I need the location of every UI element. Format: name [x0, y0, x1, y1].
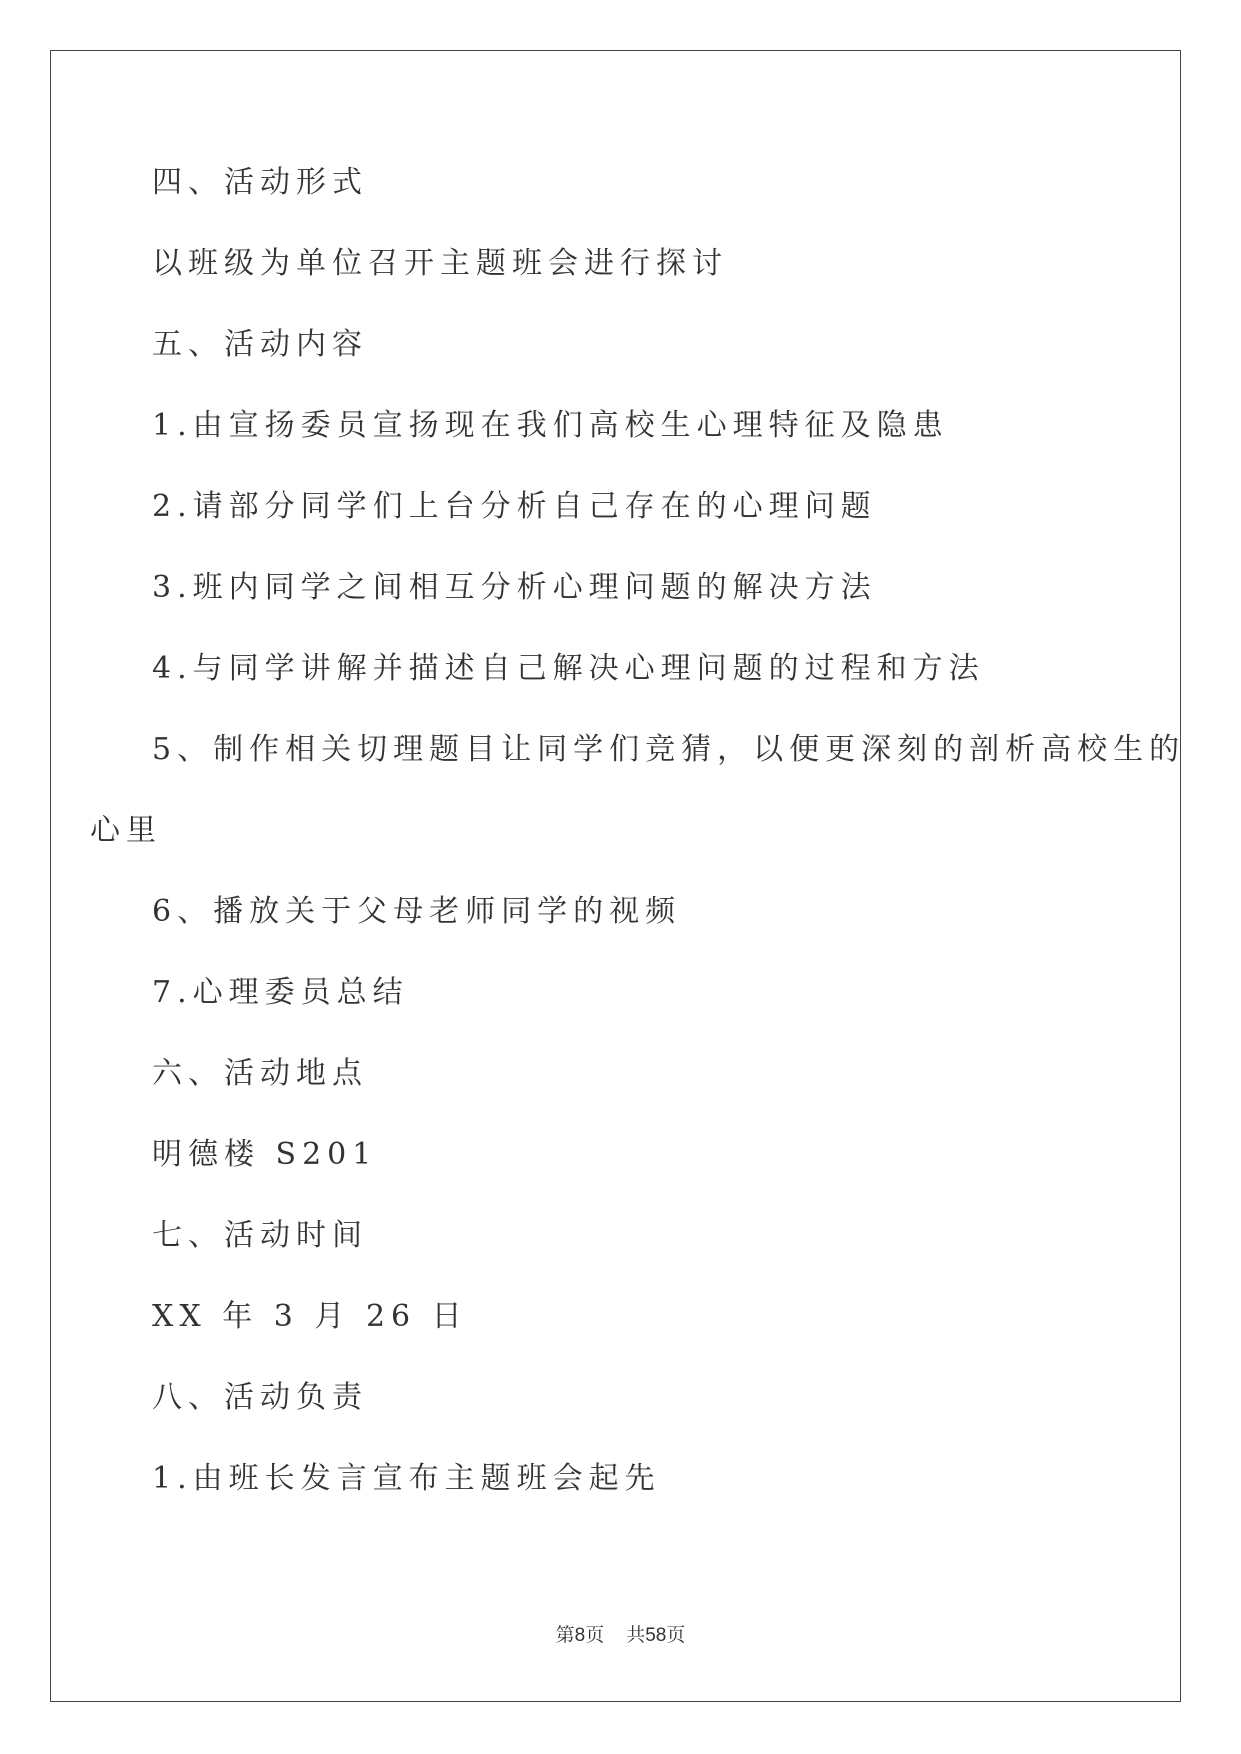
section-heading-activity-form: 四、活动形式	[152, 165, 368, 200]
list-item-5-continued: 心里	[90, 813, 162, 848]
section-heading-activity-time: 七、活动时间	[152, 1218, 368, 1253]
section-heading-activity-content: 五、活动内容	[152, 327, 368, 362]
section-heading-activity-responsibility: 八、活动负责	[152, 1380, 368, 1415]
paragraph-activity-form: 以班级为单位召开主题班会进行探讨	[152, 246, 728, 281]
list-item-responsibility-1: 1.由班长发言宣布主题班会起先	[152, 1461, 661, 1496]
footer-total-prefix: 共	[626, 1624, 646, 1646]
footer-page-suffix: 页	[585, 1624, 605, 1646]
footer-total-suffix: 页	[666, 1624, 686, 1646]
document-body	[90, 163, 1186, 1540]
paragraph-activity-time: XX 年 3 月 26 日	[152, 1299, 468, 1334]
list-item-6: 6、播放关于父母老师同学的视频	[152, 894, 682, 929]
footer-page-number: 8	[574, 1625, 586, 1646]
section-heading-activity-location: 六、活动地点	[152, 1056, 368, 1091]
list-item-2: 2.请部分同学们上台分析自己存在的心理问题	[152, 489, 877, 524]
list-item-7: 7.心理委员总结	[152, 975, 409, 1010]
list-item-5: 5、制作相关切理题目让同学们竞猜，以便更深刻的剖析高校生的	[152, 732, 1186, 767]
list-item-3: 3.班内同学之间相互分析心理问题的解决方法	[152, 570, 877, 605]
footer-page-prefix: 第	[555, 1624, 575, 1646]
list-item-1: 1.由宣扬委员宣扬现在我们高校生心理特征及隐患	[152, 408, 949, 443]
footer-total-pages: 58	[645, 1625, 667, 1646]
page-footer	[0, 1620, 1241, 1647]
list-item-4: 4.与同学讲解并描述自己解决心理问题的过程和方法	[152, 651, 985, 686]
paragraph-activity-location: 明德楼 S201	[152, 1137, 378, 1172]
